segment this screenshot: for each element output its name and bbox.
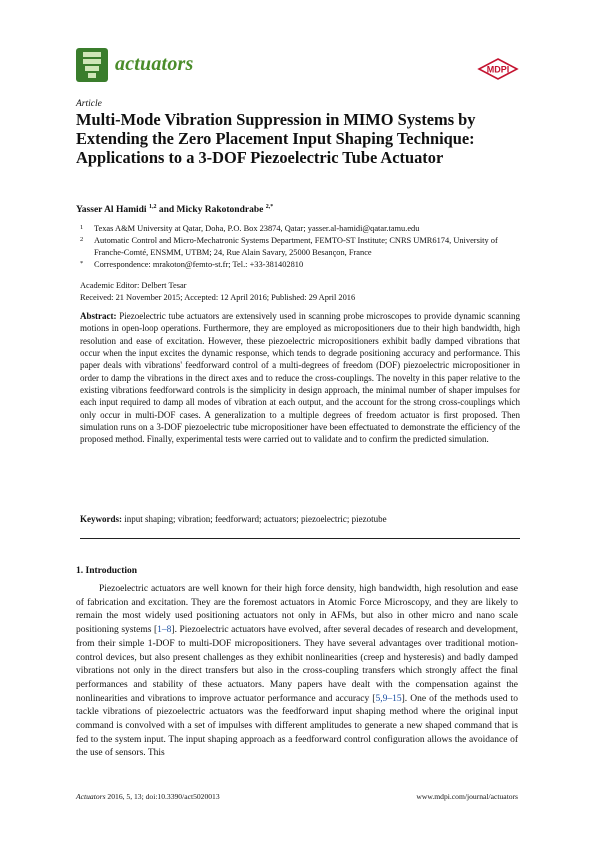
author-name: Micky Rakotondrabe	[176, 205, 264, 216]
abstract-text: Piezoelectric tube actuators are extensively used in scanning probe microscopes to provide dynamic scanning motions in open-loop operations. Furthermore, they are employed as micropositioners due to their high bandwidth, high resolution and ease of excitation. However, these piezoelectric micropositioners exhibit badly damped vibrations that occur when the input excites the dynamic response, which tends to degrade positioning accuracy and performance. This paper deals with vibrations' feedforward control of a multi-degrees of freedom (DOF) piezoelectric micropositioner in order to damp the vibrations in the direct axes and to reduce the cross-couplings. The novelty in this paper relative to the existing vibrations feedforward controls is the simplicity in design approach, the minimal number of shaper impulses for each input required to damp all modes of vibration at each output, and the account for the strong cross-couplings which only occur in multi-DOF cases. A generalization to a multiple degrees of freedom actuator is first proposed. Then simulation runs on a 3-DOF piezoelectric tube micropositioner have been effectuated to demonstrate the efficiency of the proposed method. Finally, experimental tests were carried out to validate and to confirm the predicted simulation.	[80, 311, 521, 445]
author-affiliation-mark: 1,2	[148, 204, 157, 210]
affiliation-item	[76, 235, 521, 259]
publication-dates: Received: 21 November 2015; Accepted: 12 April 2016; Published: 29 April 2016	[80, 293, 356, 302]
paper-title: Multi-Mode Vibration Suppression in MIMO Systems by Extending the Zero Placement Input Shaping Technique: Applications to a 3-DOF Piezoelectric Tube Actuator	[76, 110, 476, 167]
author-separator: and	[156, 205, 177, 216]
affiliation-item	[76, 223, 521, 235]
affiliation-text: Automatic Control and Micro-Mechatronic Systems Department, FEMTO-ST Institute; CNRS UMR6174, University of Franche-Comté, ENSMM, UTBM; 24, Rue Alain Savary, 25000 Besançon, France	[94, 236, 498, 257]
author-name: Yasser Al Hamidi	[76, 205, 147, 216]
keywords-label: Keywords:	[80, 514, 122, 524]
mdpi-logo-text: MDPI	[486, 64, 510, 75]
abstract	[80, 310, 520, 446]
affiliation-marker: 1	[80, 224, 84, 231]
journal-logo-icon	[76, 48, 108, 82]
article-type: Article	[76, 99, 102, 109]
correspondence-text: Correspondence: mrakoton@femto-st.fr; Tel.: +33-381402810	[94, 260, 304, 269]
citation-link[interactable]: 1–8	[157, 625, 172, 636]
body-text: Piezoelectric actuators are well known for their high force density, high bandwidth, high resolution and ease of fabrication and excitation. They are the foremost actuators in Atomic Force Microscopy, and they are likely to remain the most widely used positioning actuators not only in AFMs, but also in other micro and nano scale positioning systems [	[76, 584, 518, 636]
body-text: ]. One of the methods used to tackle vibrations of piezoelectric actuators was the feedforward input shaping method where the original input command is convolved with a set of impulses with different amplitudes to generate a new shaped command that is fed to the system input. The input shaping approach as a feedforward control configuration allows the avoidance of the use of sensors. This	[76, 693, 518, 759]
affiliation-marker: *	[80, 260, 84, 267]
keywords-text: input shaping; vibration; feedforward; actuators; piezoelectric; piezotube	[124, 514, 387, 524]
footer-journal: Actuators	[76, 792, 106, 801]
journal-name[interactable]: actuators	[115, 53, 194, 75]
correspondence-item	[76, 259, 521, 271]
abstract-label: Abstract:	[80, 311, 117, 321]
keywords	[80, 514, 520, 524]
affiliation-text: Texas A&M University at Qatar, Doha, P.O. Box 23874, Qatar; yasser.al-hamidi@qatar.tamu.edu	[94, 224, 420, 233]
section-heading: 1. Introduction	[76, 566, 138, 576]
footer-url[interactable]: www.mdpi.com/journal/actuators	[416, 792, 518, 801]
affiliation-marker: 2	[80, 236, 84, 243]
body-text: ]. Piezoelectric actuators have evolved, after several decades of research and development, from their simple 1-DOF to multi-DOF micropositioners. They have several advantages over traditional motion-control devices, but also present challenges as they exhibit nonlinearities (creep and hysteresis) and badly damped vibrations not only in the direct transfers but also in the cross-coupling transfers which strongly affect the final performances and stability of these actuators. Many papers have dealt with the compensation against the nonlinearities and vibrations to improve actuator performance and accuracy [	[76, 625, 518, 704]
author-list	[76, 204, 273, 215]
academic-editor: Academic Editor: Delbert Tesar	[80, 281, 187, 290]
author-affiliation-mark: 2,*	[265, 204, 274, 210]
citation-link[interactable]: 5,9–15	[375, 693, 402, 704]
footer-citation-detail: 2016, 5, 13; doi:10.3390/act5020013	[105, 792, 220, 801]
section-divider	[80, 538, 520, 539]
affiliation-list	[76, 223, 521, 271]
mdpi-logo-icon[interactable]	[477, 58, 519, 80]
footer-citation	[76, 792, 220, 801]
body-paragraph	[76, 583, 518, 761]
